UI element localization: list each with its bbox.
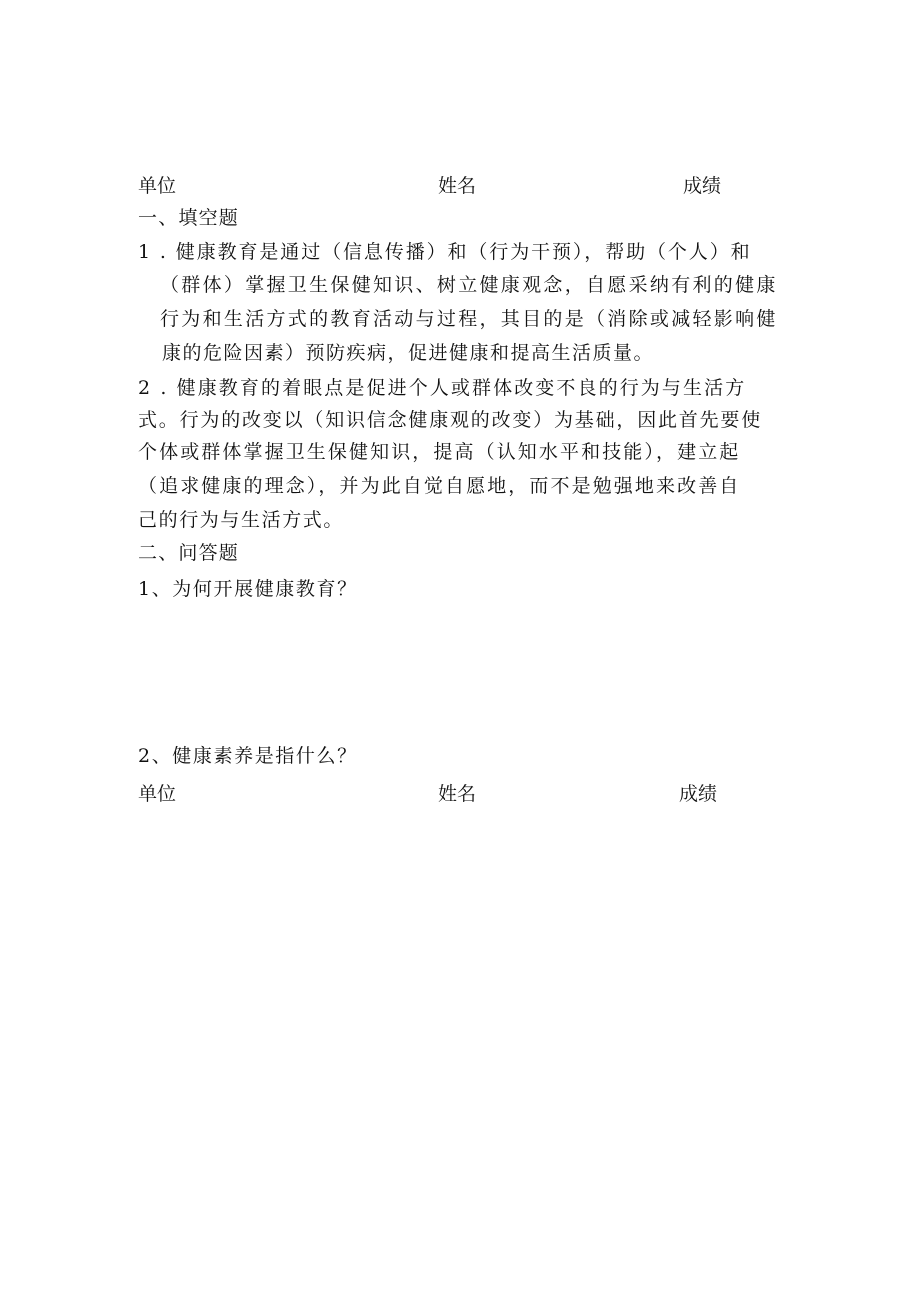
name-label: 姓名 [438,175,477,197]
q1-line-1: 1 . 健康教育是通过（信息传播）和（行为干预），帮助（个人）和 [138,241,752,263]
section-heading-qa: 二、问答题 [138,542,240,564]
unit-label-bottom: 单位 [138,783,177,805]
q1-line-4: 康的危险因素）预防疾病，促进健康和提高生活质量。 [162,342,655,364]
qa-question-1: 1、为何开展健康教育？ [138,578,358,600]
name-label-bottom: 姓名 [438,783,477,805]
unit-label: 单位 [138,175,177,197]
qa-question-2: 2、健康素养是指什么？ [138,745,358,767]
score-label: 成绩 [683,175,722,197]
q1-line-3: 行为和生活方式的教育活动与过程，其目的是（消除或减轻影响健 [160,308,778,330]
q2-line-4: （追求健康的理念），并为此自觉自愿地，而不是勉强地来改善自 [138,475,741,497]
q2-line-3: 个体或群体掌握卫生保健知识，提高（认知水平和技能），建立起 [138,441,741,463]
section-heading-fill-in: 一、填空题 [138,207,240,229]
q2-line-2: 式。行为的改变以（知识信念健康观的改变）为基础，因此首先要使 [138,409,763,431]
q1-line-2: （群体）掌握卫生保健知识、树立健康观念，自愿采纳有利的健康 [160,274,778,296]
score-label-bottom: 成绩 [679,783,718,805]
q2-line-5: 己的行为与生活方式。 [138,509,345,531]
q2-line-1: 2 . 健康教育的着眼点是促进个人或群体改变不良的行为与生活方 [138,377,747,399]
